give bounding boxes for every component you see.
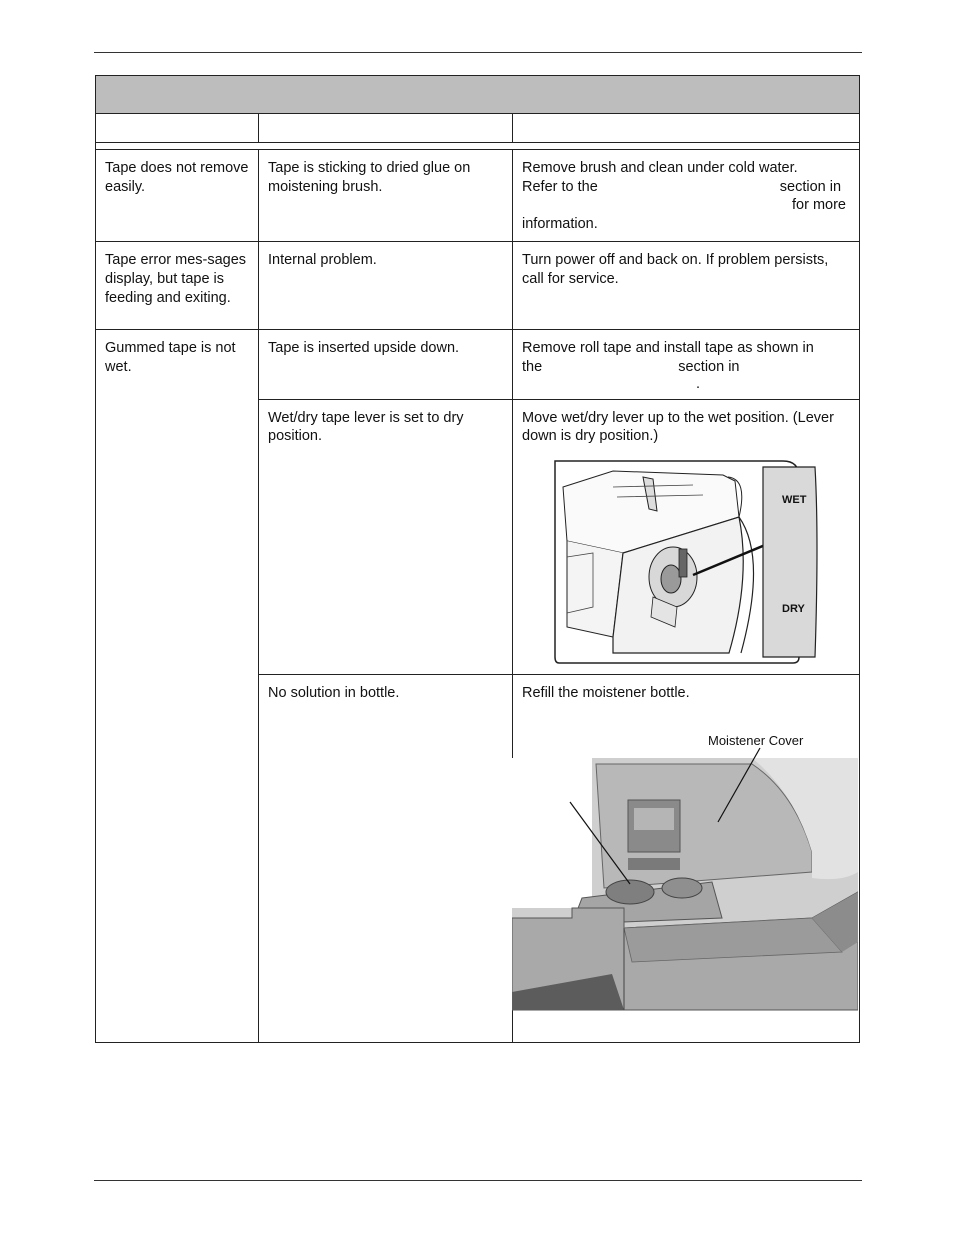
solution-line: for more	[792, 197, 847, 214]
problem-cell: Gummed tape is not wet.	[96, 330, 259, 1043]
solution-text: the	[522, 358, 543, 375]
problem-cell: Tape error mes-sages display, but tape is feeding and exiting.	[96, 242, 259, 330]
table-title-row	[96, 76, 860, 114]
table-spacer	[96, 143, 860, 150]
header-rule	[94, 52, 862, 53]
dry-label: DRY	[782, 602, 805, 615]
solution-text: Refill the moistener bottle.	[522, 684, 690, 701]
moistener-bottle-figure	[512, 712, 858, 1042]
solution-cell	[513, 399, 860, 674]
cause-cell: Wet/dry tape lever is set to dry position.	[259, 399, 513, 674]
table-title	[96, 76, 860, 114]
solution-line: .	[696, 375, 701, 392]
solution-text: section in	[779, 178, 842, 195]
solution-cell	[513, 330, 860, 399]
solution-line: Remove roll tape and install tape as shown in	[522, 340, 814, 357]
wet-label: WET	[782, 493, 807, 506]
cause-cell: Tape is sticking to dried glue on moistening brush.	[259, 150, 513, 242]
solution-line: Remove brush and clean under cold water.	[522, 160, 798, 176]
header-problem	[96, 114, 259, 143]
footer-rule	[94, 1180, 862, 1181]
cause-cell: No solution in bottle.	[259, 674, 513, 1043]
solution-text: section in	[678, 358, 740, 375]
table-row	[96, 330, 860, 399]
header-solution	[513, 114, 860, 143]
troubleshooting-table	[95, 75, 860, 1043]
solution-cell	[513, 150, 860, 242]
cause-cell: Tape is inserted upside down.	[259, 330, 513, 399]
solution-cell	[513, 674, 860, 1043]
solution-line: information.	[522, 215, 598, 232]
header-cause	[259, 114, 513, 143]
table-header-row	[96, 114, 860, 143]
moistener-photo	[512, 712, 858, 1042]
solution-line	[522, 178, 850, 197]
wet-dry-lever-figure	[553, 457, 829, 665]
table-row	[96, 242, 860, 330]
solution-cell: Turn power off and back on. If problem persists, call for service.	[513, 242, 860, 330]
cause-cell: Internal problem.	[259, 242, 513, 330]
problem-cell: Tape does not remove easily.	[96, 150, 259, 242]
solution-text: Refer to the	[522, 178, 598, 195]
table-row	[96, 150, 860, 242]
solution-text: Move wet/dry lever up to the wet position. (Lever down is dry position.)	[522, 409, 834, 445]
moistener-cover-callout: Moistener Cover	[708, 733, 804, 749]
solution-line	[522, 358, 850, 377]
machine-lever-illustration	[553, 457, 829, 665]
